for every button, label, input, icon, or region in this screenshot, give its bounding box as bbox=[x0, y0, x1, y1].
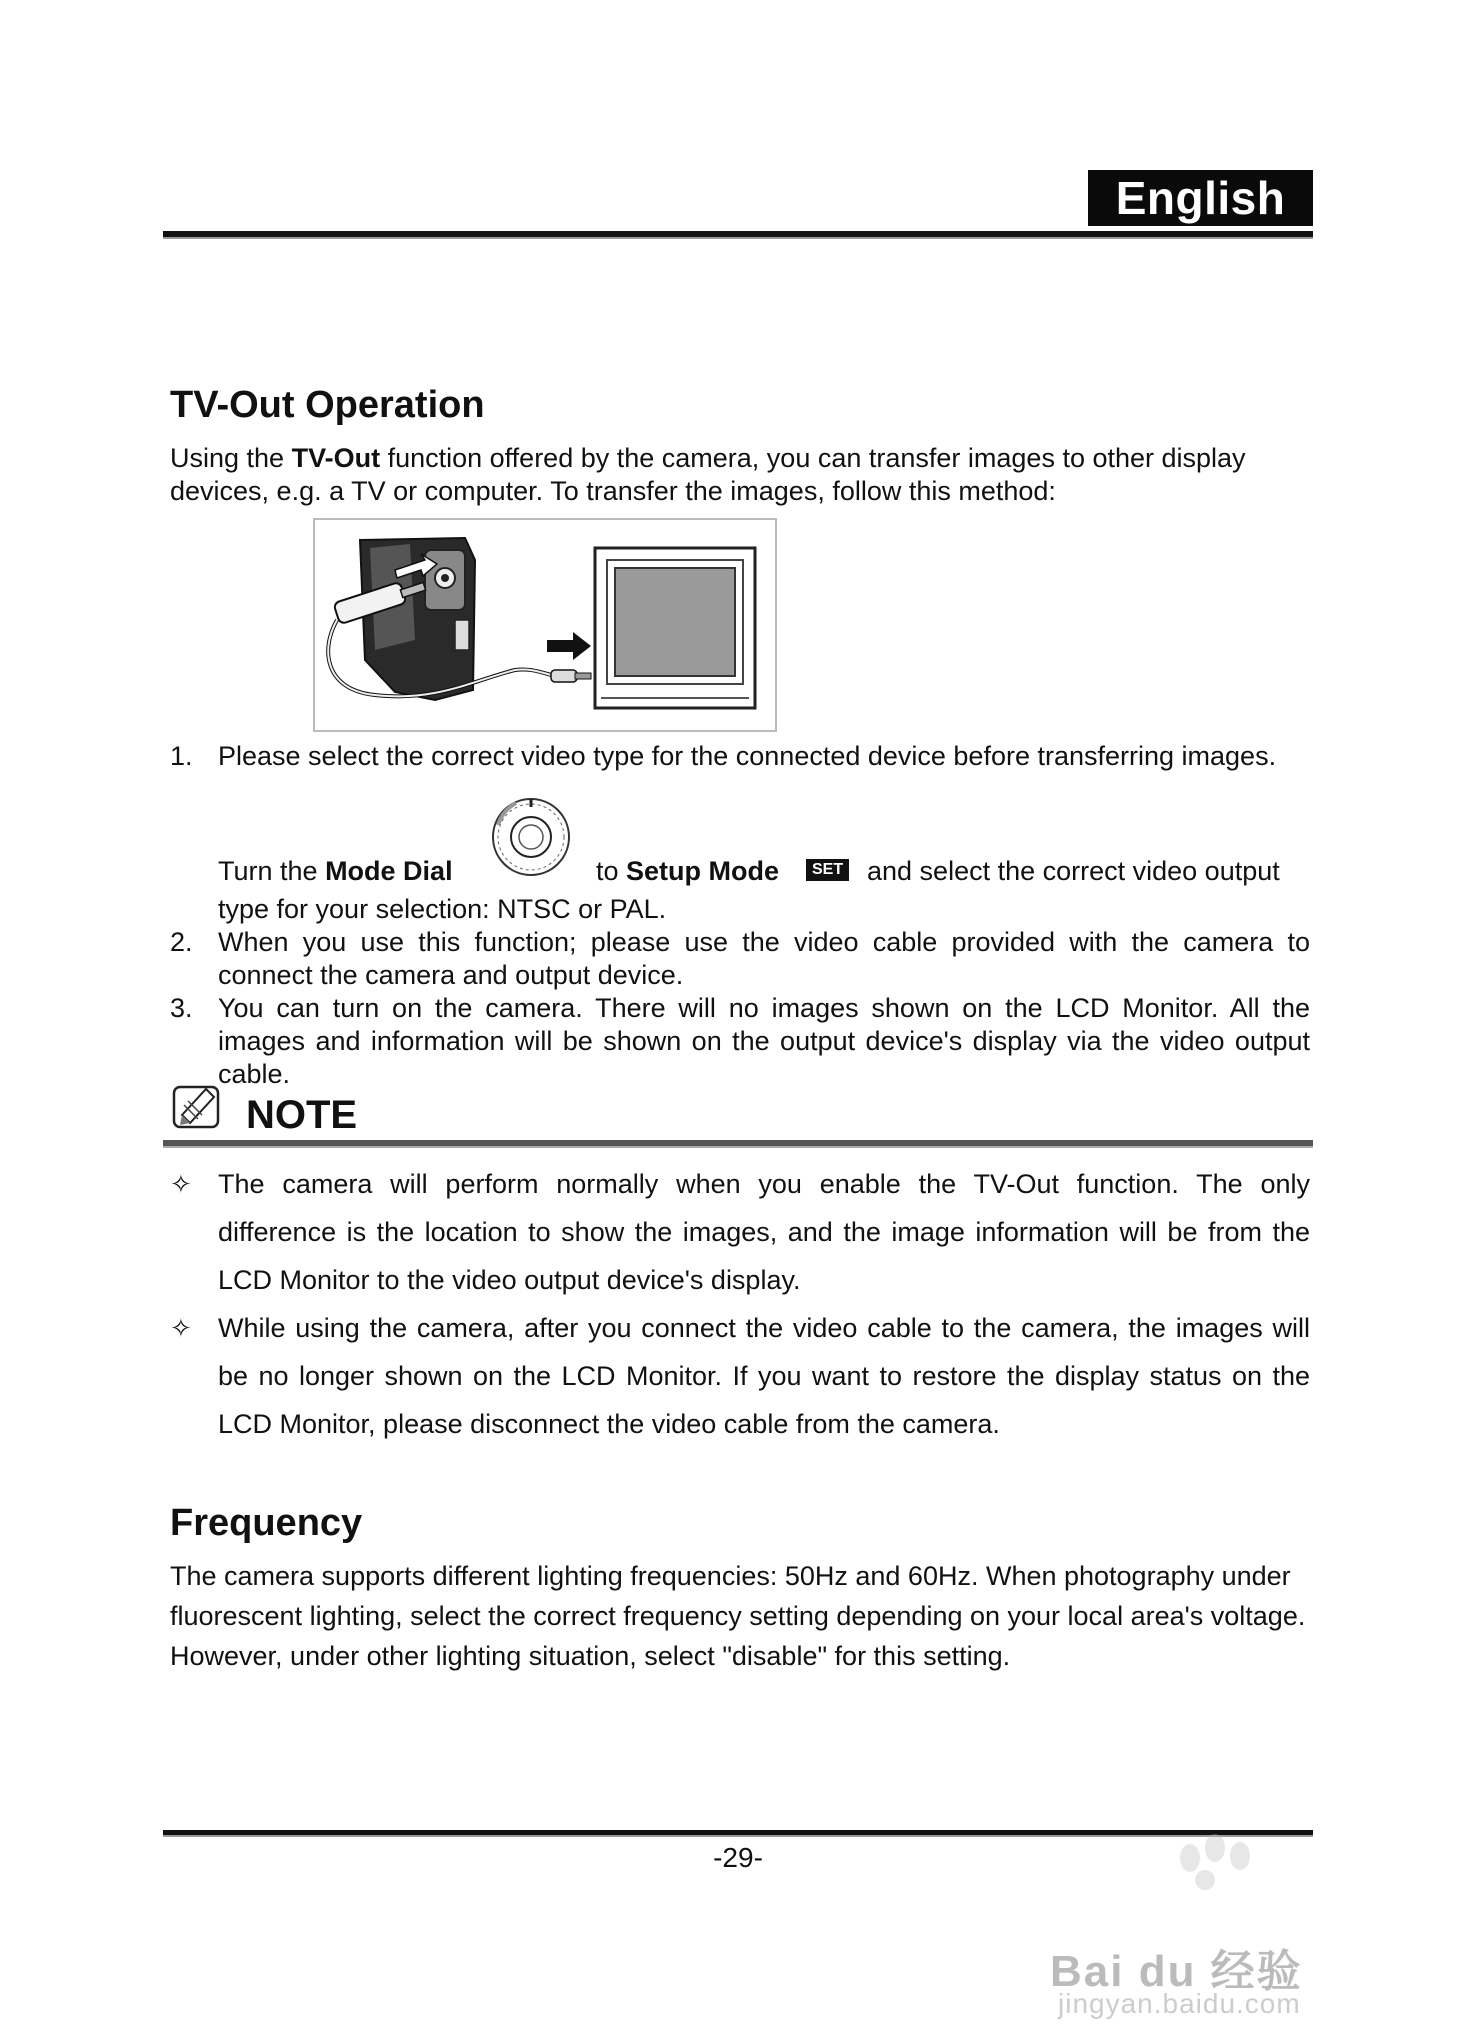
note-list bbox=[170, 1160, 1310, 1448]
header-rule-shadow bbox=[163, 237, 1313, 239]
intro-text-pre: Using the bbox=[170, 443, 292, 473]
step-1-after-text: and select the correct video output bbox=[867, 856, 1280, 886]
frequency-heading: Frequency bbox=[170, 1502, 363, 1544]
step-2-number: 2. bbox=[170, 927, 193, 957]
note-item-text: While using the camera, after you connect the video cable to the camera, the images will be no longer shown on the LCD Monitor. If you want to restore the display status on the LCD Monitor, please disconnect the video cable from the camera. bbox=[218, 1313, 1310, 1439]
step-1-turn-text bbox=[218, 855, 453, 888]
step-2 bbox=[170, 926, 1310, 992]
tvout-heading: TV-Out Operation bbox=[170, 384, 485, 426]
watermark-url: jingyan.baidu.com bbox=[1058, 1988, 1301, 2019]
note-item bbox=[170, 1160, 1310, 1304]
watermark-brand: Bai du 经验 bbox=[1050, 1947, 1303, 1996]
step-1 bbox=[170, 740, 1310, 926]
bullet-mark: ✧ bbox=[170, 1169, 192, 1199]
step-2-text: When you use this function; please use the video cable provided with the camera to connect the camera and output device. bbox=[218, 927, 1310, 990]
turn-text: Turn the bbox=[218, 856, 326, 886]
step-1-number: 1. bbox=[170, 741, 193, 771]
language-badge: English bbox=[1088, 170, 1313, 226]
mode-dial-label: Mode Dial bbox=[325, 856, 453, 886]
frequency-text: The camera supports different lighting frequencies: 50Hz and 60Hz. When photography under fluorescent lighting, select the correct frequency setting depending on your local area's voltage. However, under other lighting situation, select "disable" for this setting. bbox=[170, 1561, 1306, 1671]
steps-list bbox=[170, 740, 1310, 1091]
setup-mode-label: Setup Mode bbox=[626, 856, 780, 886]
note-rule-shadow bbox=[163, 1146, 1313, 1148]
setup-mode-icon: SET bbox=[806, 859, 849, 881]
note-title: NOTE bbox=[246, 1093, 358, 1137]
tvout-illustration bbox=[313, 518, 777, 732]
to-text: to bbox=[596, 856, 627, 886]
step-1-setup-text bbox=[596, 855, 779, 888]
intro-text-bold: TV-Out bbox=[291, 443, 381, 473]
note-item bbox=[170, 1304, 1310, 1448]
note-pencil-icon bbox=[168, 1075, 226, 1140]
step-3-number: 3. bbox=[170, 993, 193, 1023]
step-1-line1: Please select the correct video type for the connected device before transferring images. bbox=[218, 741, 1277, 771]
step-3-text: You can turn on the camera. There will no images shown on the LCD Monitor. All the images and information will be shown on the output device's display via the video output cable. bbox=[218, 993, 1310, 1089]
step-1-mode-dial-line bbox=[218, 785, 1310, 893]
note-item-text: The camera will perform normally when you enable the TV-Out function. The only difference is the location to show the images, and the image information will be from the LCD Monitor to the video output device's display. bbox=[218, 1169, 1310, 1295]
intro-text-post: function offered by the camera, you can transfer images to other display devices, e.g. a TV or computer. To transfer the images, follow this method: bbox=[170, 443, 1246, 506]
step-1-line3: type for your selection: NTSC or PAL. bbox=[218, 894, 667, 924]
bullet-mark: ✧ bbox=[170, 1313, 192, 1343]
mode-dial-icon bbox=[486, 785, 576, 893]
tvout-intro bbox=[170, 442, 1310, 508]
camera-to-tv-diagram bbox=[315, 520, 775, 730]
page-number: -29- bbox=[713, 1842, 763, 1873]
step-3 bbox=[170, 992, 1310, 1091]
